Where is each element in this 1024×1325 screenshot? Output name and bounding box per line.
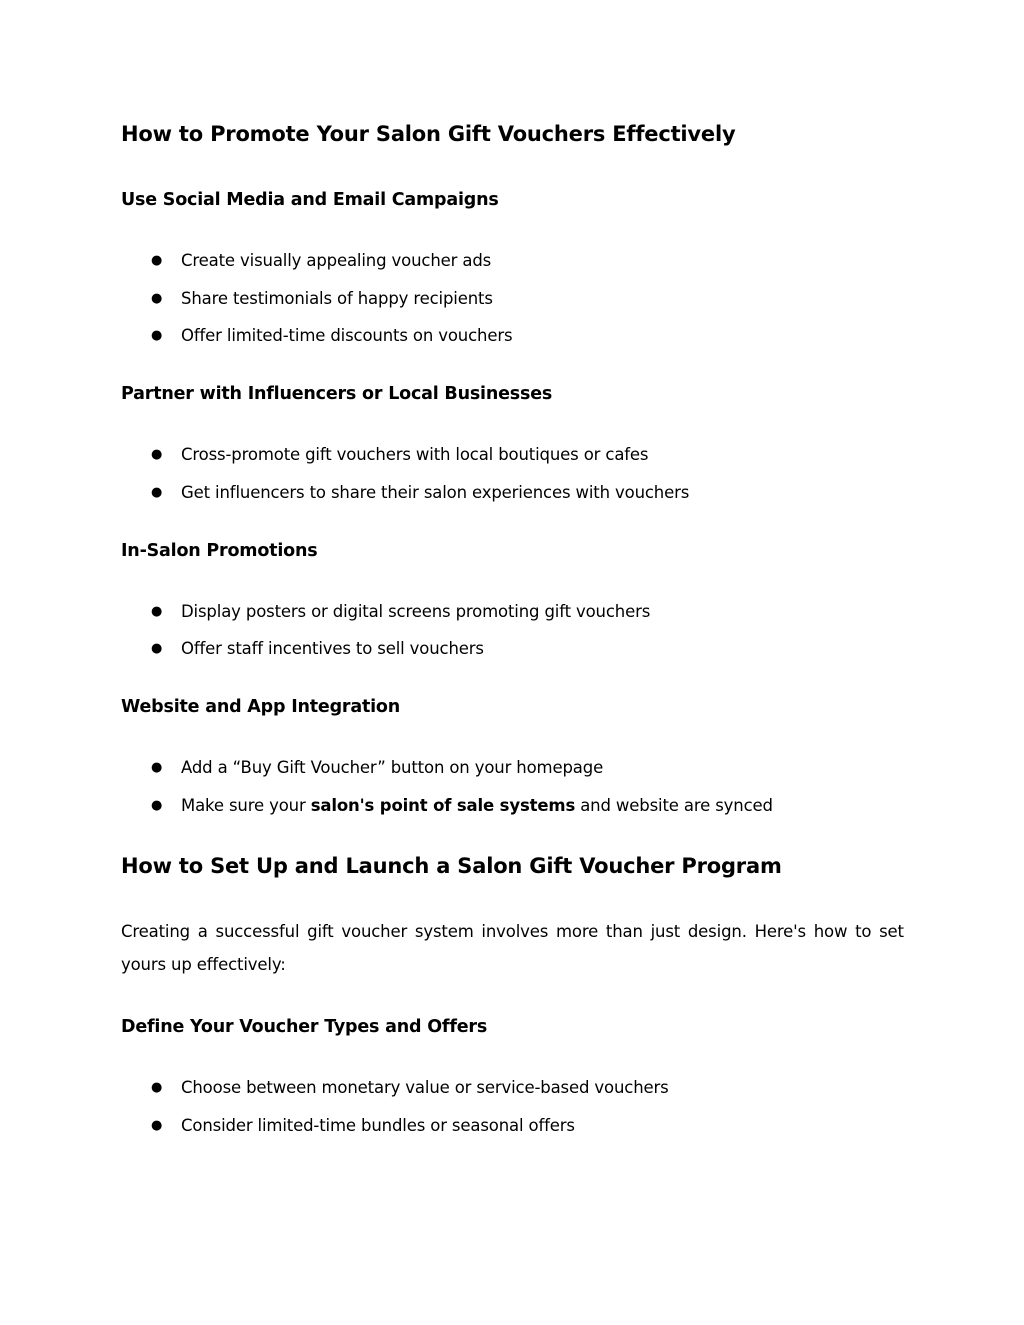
partner-heading: Partner with Influencers or Local Businesses: [121, 384, 553, 404]
paragraph-word: Here's: [754, 922, 806, 941]
bullet-icon: ●: [151, 760, 163, 775]
list-item-text: Create visually appealing voucher ads: [181, 251, 492, 270]
paragraph-word: Creating: [121, 922, 190, 941]
list-item-text: Display posters or digital screens promoting gift vouchers: [181, 602, 651, 621]
setup-title: How to Set Up and Launch a Salon Gift Voucher Program: [121, 854, 782, 878]
promote-title: How to Promote Your Salon Gift Vouchers Effectively: [121, 122, 736, 146]
list-item-text: Offer staff incentives to sell vouchers: [181, 639, 484, 658]
paragraph-word: successful: [215, 922, 300, 941]
bold-text: salon's point of sale systems: [310, 796, 576, 815]
paragraph-word: to: [855, 922, 872, 941]
bullet-icon: ●: [151, 1118, 163, 1133]
paragraph-word: involves: [481, 922, 549, 941]
list-item: [151, 1078, 669, 1097]
bullet-icon: ●: [151, 253, 163, 268]
list-item: [151, 1116, 575, 1135]
bullet-icon: ●: [151, 328, 163, 343]
list-item-text: Get influencers to share their salon experiences with vouchers: [181, 483, 690, 502]
bullet-icon: ●: [151, 1080, 163, 1095]
list-item: [151, 326, 512, 345]
website-heading: Website and App Integration: [121, 697, 401, 717]
paragraph-word: system: [414, 922, 474, 941]
paragraph-line: yours up effectively:: [121, 955, 286, 974]
paragraph-word: gift: [307, 922, 334, 941]
bullet-icon: ●: [151, 485, 163, 500]
list-item-text: Make sure your: [181, 796, 311, 815]
list-item: [151, 639, 484, 658]
bullet-icon: ●: [151, 641, 163, 656]
list-item: [151, 483, 689, 502]
bullet-icon: ●: [151, 604, 163, 619]
paragraph-word: than: [605, 922, 643, 941]
list-item: [151, 445, 648, 464]
list-item-text: and website are synced: [575, 796, 773, 815]
list-item-text: Consider limited-time bundles or seasonal offers: [181, 1116, 575, 1135]
paragraph-word: set: [879, 922, 904, 941]
paragraph-word: more: [556, 922, 599, 941]
list-item-text: Add a “Buy Gift Voucher” button on your homepage: [181, 758, 604, 777]
paragraph-word: a: [197, 922, 208, 941]
list-item-text: Cross-promote gift vouchers with local boutiques or cafes: [181, 445, 649, 464]
list-item: [151, 289, 493, 308]
in-salon-heading: In-Salon Promotions: [121, 541, 318, 561]
bullet-icon: ●: [151, 291, 163, 306]
define-heading: Define Your Voucher Types and Offers: [121, 1017, 488, 1037]
social-heading: Use Social Media and Email Campaigns: [121, 190, 499, 210]
setup-paragraph: [121, 922, 904, 974]
paragraph-line: [121, 922, 904, 941]
list-item-text: Choose between monetary value or service-based vouchers: [181, 1078, 669, 1097]
list-item: [151, 758, 603, 777]
paragraph-word: how: [813, 922, 848, 941]
bullet-icon: ●: [151, 798, 163, 813]
list-item: [151, 796, 773, 815]
list-item-text: Offer limited-time discounts on vouchers: [181, 326, 513, 345]
list-item: [151, 251, 491, 270]
paragraph-word: voucher: [341, 922, 408, 941]
paragraph-word: just: [650, 922, 681, 941]
list-item-text: Share testimonials of happy recipients: [181, 289, 493, 308]
list-item: [151, 602, 650, 621]
bullet-icon: ●: [151, 447, 163, 462]
paragraph-word: design.: [687, 922, 747, 941]
